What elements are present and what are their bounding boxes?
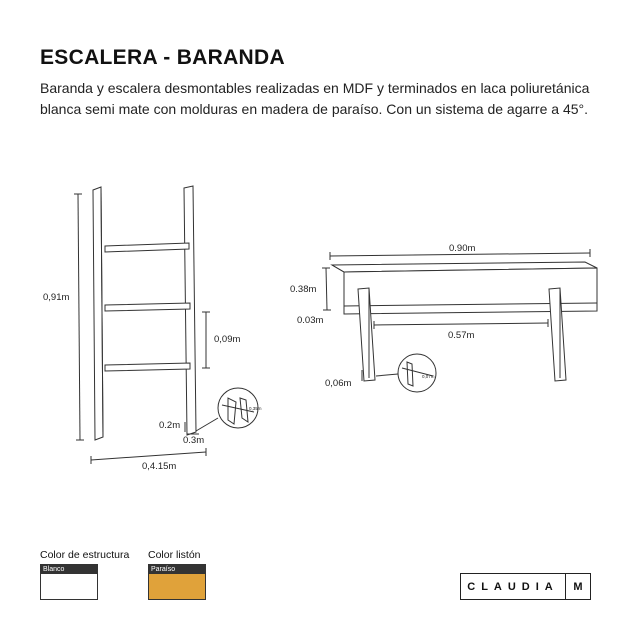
structure-color-fill bbox=[41, 574, 97, 599]
ladder-width-label: 0,4.15m bbox=[142, 461, 177, 472]
rail-foot-label: 0,06m bbox=[325, 378, 352, 389]
structure-color-swatch bbox=[40, 564, 98, 600]
rail-length-label: 0.90m bbox=[449, 243, 476, 254]
product-description: Baranda y escalera desmontables realizadas en MDF y terminados en laca poliuretánica blanca semi mate con molduras en madera de paraíso. Con un sistema de agarre a 45°. bbox=[40, 80, 590, 117]
liston-color-heading: Color listón bbox=[148, 549, 201, 561]
brand-mark: M bbox=[565, 574, 590, 599]
rail-detail-label: 0,07m bbox=[422, 374, 435, 379]
brand-name: CLAUDIA bbox=[467, 580, 559, 593]
structure-color-name: Blanco bbox=[41, 565, 97, 574]
ladder-detail-label: 0,35m bbox=[249, 406, 262, 411]
ladder-rail-width-label: 0.3m bbox=[183, 435, 205, 446]
structure-color-heading: Color de estructura bbox=[40, 549, 130, 561]
liston-color-swatch bbox=[148, 564, 206, 600]
liston-color-fill bbox=[149, 574, 205, 599]
rail-depth-label: 0.03m bbox=[297, 315, 324, 326]
liston-color-name: Paraíso bbox=[149, 565, 205, 574]
page-title: ESCALERA - BARANDA bbox=[40, 46, 285, 69]
brand-logo bbox=[460, 573, 591, 600]
rail-height-label: 0.38m bbox=[290, 284, 317, 295]
ladder-height-label: 0,91m bbox=[43, 292, 70, 303]
ladder-rail-depth-label: 0.2m bbox=[159, 420, 181, 431]
rail-drawing bbox=[322, 249, 597, 392]
ladder-rung-gap-label: 0,09m bbox=[214, 334, 241, 345]
rail-inner-span-label: 0.57m bbox=[448, 330, 475, 341]
